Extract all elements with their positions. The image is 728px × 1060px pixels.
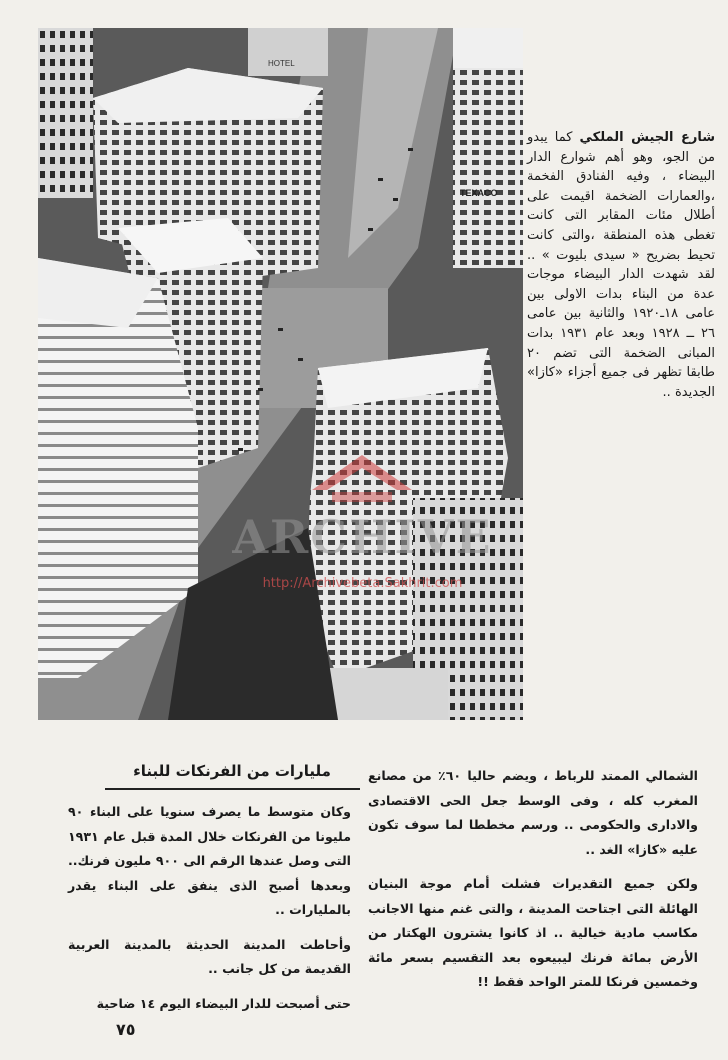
paragraph: ولكن جميع التقديرات فشلت أمام موجة البنيان الهائلة التى اجتاحت المدينة ، والتى غنم منها الاجانب مكاسب مادية خيالية .. اذ كانوا يشترون الهكتار من الأرض بمائة فرنك ليبيعوه بعد التقسيم بسعر مائة وخمسين فرنكا للمتر الواحد فقط !! xyxy=(368,876,698,989)
aerial-city-photo xyxy=(38,28,523,720)
caption-body: كما يبدو من الجو، وهو أهم شوارع الدار البيضاء ، وفيه الفنادق الفخمة ،والعمارات الضخمة اقيمت على أطلال مئات المقابر التى كانت تغطى هذه المنطقة ،والتى كانت تحيط بضريح « سيدى بليوت » .. لقد شهدت الدار البيضاء موجات عدة من البناء بدات الاولى بين عامى ١٨ـ١٩٢٠ والثانية بين عامى ٢٦ ــ ١٩٢٨ وبعد عام ١٩٣١ بدات المبانى الضخمة التى تضم ٢٠ طابقا تظهر فى جميع أجزاء «كازا» الجديدة .. xyxy=(527,130,715,400)
paragraph: الشمالي الممتد للرباط ، ويضم حاليا ٦٠٪ من مصانع المغرب كله ، وفى الوسط جعل الحى الاقتصادى والادارى والحكومى .. ورسم مخططا لما سوف تكون عليه «كازا» الغد .. xyxy=(368,768,698,857)
page-number: ٧٥ xyxy=(116,1020,136,1039)
texaco-sign: TEXACO xyxy=(460,188,498,198)
caption-heading: شارع الجيش الملكي xyxy=(579,130,715,145)
hotel-sign: HOTEL xyxy=(268,59,295,68)
section-heading: مليارات من الفرنكات للبناء xyxy=(133,762,331,780)
photo-illustration xyxy=(38,28,523,720)
paragraph: وكان متوسط ما يصرف سنويا على البناء ٩٠ مليونا من الفرنكات خلال المدة قبل عام ١٩٣١ التى وصل عندها الرقم الى ٩٠٠ مليون فرنك.. وبعدها أصبح الذى ينفق على البناء يقدر بالمليارات .. xyxy=(68,804,351,917)
heading-underline xyxy=(105,788,360,790)
right-text-column xyxy=(368,764,698,1005)
photo-caption xyxy=(527,128,715,402)
paragraph: وأحاطت المدينة الحديثة بالمدينة العربية القديمة من كل جانب .. xyxy=(68,936,351,976)
watermark-url: http://Archivebeta.Sakhrit.com xyxy=(262,576,463,591)
left-text-column xyxy=(68,800,351,1026)
watermark-title: ARCHIVE xyxy=(232,510,493,564)
paragraph: حتى أصبحت للدار البيضاء اليوم ١٤ ضاحية xyxy=(96,995,351,1011)
